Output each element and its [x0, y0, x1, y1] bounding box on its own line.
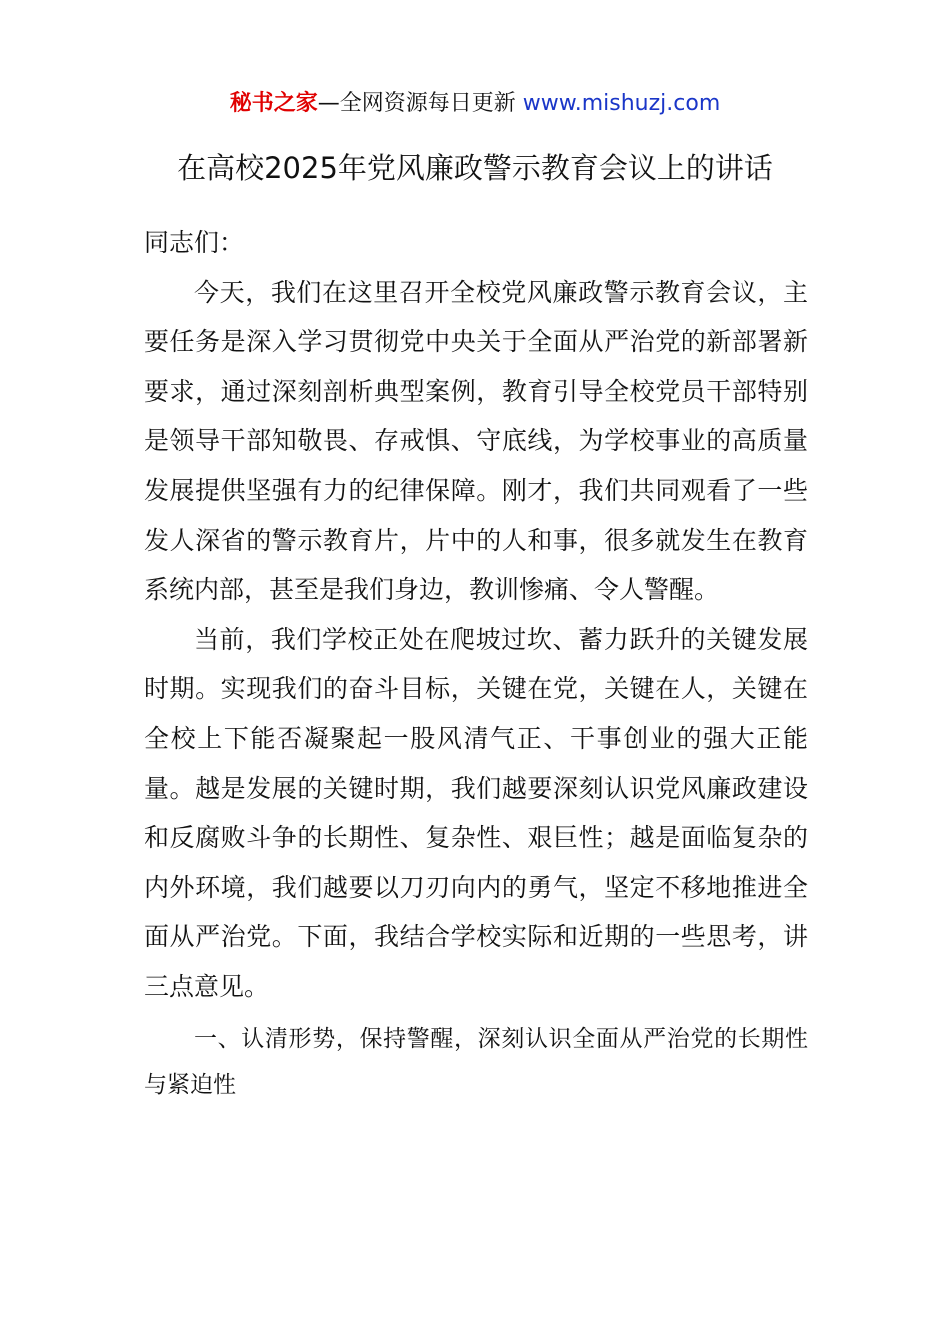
- site-tagline: —全网资源每日更新: [317, 91, 523, 116]
- section-heading: 一、认清形势，保持警醒，深刻认识全面从严治党的长期性与紧迫性: [144, 1025, 808, 1098]
- document-title: 在高校2025年党风廉政警示教育会议上的讲话: [177, 151, 773, 185]
- paragraph-intro: 今天，我们在这里召开全校党风廉政警示教育会议，主要任务是深入学习贯彻党中央关于全面从严治党的新部署新要求，通过深刻剖析典型案例，教育引导全校党员干部特别是领导干部知敬畏、存戒惧、守底线，为学校事业的高质量发展提供坚强有力的纪律保障。刚才，我们共同观看了一些发人深省的警示教育片，片中的人和事，很多就发生在教育系统内部，甚至是我们身边，教训惨痛、令人警醒。: [144, 277, 808, 605]
- document-body: [144, 218, 808, 1108]
- paragraph-situation: 当前，我们学校正处在爬坡过坎、蓄力跃升的关键发展时期。实现我们的奋斗目标，关键在党，关键在人，关键在全校上下能否凝聚起一股风清气正、干事创业的强大正能量。越是发展的关键时期，我们越要深刻认识党风廉政建设和反腐败斗争的长期性、复杂性、艰巨性；越是面临复杂的内外环境，我们越要以刀刃向内的勇气，坚定不移地推进全面从严治党。下面，我结合学校实际和近期的一些思考，讲三点意见。: [144, 624, 808, 1001]
- site-brand: 秘书之家: [229, 91, 318, 116]
- salutation: 同志们：: [144, 228, 245, 257]
- site-url-link[interactable]: www.mishuzj.com: [522, 91, 721, 116]
- site-banner: [0, 88, 950, 120]
